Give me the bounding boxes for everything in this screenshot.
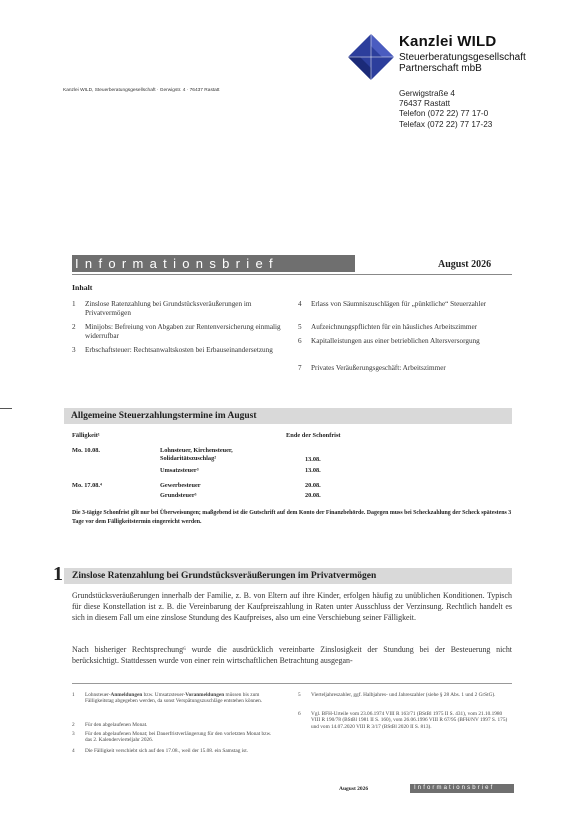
footnote [72,722,272,728]
toc-heading: Inhalt [72,283,93,292]
column-header-grace-end: Ende der Schonfrist [286,432,341,439]
grace-end-date: 13.08. [305,456,321,463]
grace-end-date: 20.08. [305,482,321,489]
grace-end-date: 20.08. [305,492,321,499]
footer-date: August 2026 [339,786,369,792]
footnote-text: Für den abgelaufenen Monat. [85,722,148,728]
footnote-text: Vgl. BFH-Urteile vom 23.06.1974 VIII R 163/71 (BStBl 1975 II S. 431), vom 21.10.1980 VIII R 190/78 (BStBl 1981 II S. 160), vom 26.06.1996 VIII R 67/95 (BFH/NV 1997 S. 175) und vom 14.07.2020 VIII R 3/17 (BStBl 2020 II S. 813). [311,711,508,730]
footnote-text: Vierteljahreszahler, ggf. Halbjahres- und Jahreszahler (siehe § 28 Abs. 1 und 2 GrStG). [311,692,496,698]
tax-name: Gewerbesteuer [160,482,201,489]
toc-item [72,323,282,341]
company-subtitle-line1: Steuerberatungsgesellschaft [399,52,526,63]
address-fax: Telefax (072 22) 77 17-23 [399,119,493,129]
fold-mark [0,408,12,409]
divider [72,274,512,275]
due-date: Mo. 10.08. [72,447,100,454]
section-title: Zinslose Ratenzahlung bei Grundstücksveräußerungen im Privatvermögen [72,571,377,581]
footnote-text: Für den abgelaufenen Monat; bei Dauerfristverlängerung für den vorletzten Monat bzw. das 2. Kalendervierteljahr 2026. [85,731,272,744]
banner-title: Informationsbrief [75,256,279,271]
toc-item-text: Erlass von Säumniszuschlägen für „pünktliche“ Steuerzahler [311,300,487,308]
column-header-due: Fälligkeit¹ [72,432,100,439]
footnote-text: Die Fälligkeit verschiebt sich auf den 17.08., weil der 15.08. ein Samstag ist. [85,748,248,754]
tax-name: Umsatzsteuer³ [160,467,199,474]
address-city: 76437 Rastatt [399,99,450,109]
footnote-number: 2 [72,722,75,728]
footnote-number: 4 [72,748,75,754]
footnote-number: 6 [298,711,301,717]
section-paragraph: Nach bisheriger Rechtsprechung⁶ wurde die ausdrücklich vereinbarte Zinslosigkeit der Stundung bei der Besteuerung nicht berücksichtigt. Stattdessen wurde von einer rein wirtschaftlichen Betrachtung ausgegan- [72,645,512,665]
section-paragraph: Grundstücksveräußerungen innerhalb der Familie, z. B. von Eltern auf ihre Kinder, erfolgen häufig zu unüblichen Konditionen. Typisch für diese Konstellation ist z. B. die Vereinbarung der Kaufpreiszahlung in Raten unter Ausschluss der Verzinsung. Rechtlich handelt es sich in diesem Fall um eine zinslose Stundung des Kaufpreises, also um eine Verschiebung seiner Fälligkeit. [72,591,512,622]
footnote [298,692,512,698]
company-name: Kanzlei WILD [399,33,497,50]
tax-name: Grundsteuer⁵ [160,492,197,499]
footnote-number: 1 [72,692,75,698]
tax-name-line: Solidaritätszuschlag² [160,454,217,462]
toc-item-number: 7 [298,364,302,372]
toc-item-number: 4 [298,300,302,308]
footnote [72,692,272,705]
tax-name [160,447,233,462]
toc-item-text: Zinslose Ratenzahlung bei Grundstücksveräußerungen im Privatvermögen [85,300,252,317]
address-street: Gerwigstraße 4 [399,89,455,98]
document-banner [72,255,355,272]
toc-item [298,337,512,346]
toc-item-number: 5 [298,323,302,331]
footnote [298,711,512,730]
toc-item-text: Minijobs: Befreiung von Abgaben zur Rentenversicherung einmalig widerrufbar [85,323,281,340]
tax-dates-title: Allgemeine Steuerzahlungstermine im August [71,411,257,421]
section-number: 1 [53,563,63,585]
footer-label: Informationsbrief [414,785,495,791]
toc-item-number: 6 [298,337,302,345]
toc-item-text: Kapitalleistungen aus einer betrieblichen Altersversorgung [311,337,480,345]
toc-item-text: Privates Veräußerungsgeschäft: Arbeitszimmer [311,364,446,372]
company-address [399,89,492,130]
tax-dates-heading-bar [64,408,512,424]
footnote-number: 5 [298,692,301,698]
grace-period-note: Die 3-tägige Schonfrist gilt nur bei Überweisungen; maßgebend ist die Gutschrift auf dem Konto der Finanzbehörde. Dagegen muss bei Scheckzahlung der Scheck spätestens 3 Tage vor dem Fälligkeitstermin eingereicht werden. [72,510,512,525]
toc-item [298,323,512,332]
toc-item [72,300,282,318]
toc-item-number: 3 [72,346,76,354]
due-date: Mo. 17.08.⁴ [72,482,102,489]
footer-banner [410,784,514,793]
tax-name-line: Lohnsteuer, Kirchensteuer, [160,447,233,454]
footnote-text: Lohnsteuer-Anmeldungen bzw. Umsatzsteuer-Voranmeldungen müssen bis zum Fälligkeitstag abgegeben werden, da sonst Verspätungszuschläge entstehen können. [85,692,263,705]
sender-line: Kanzlei WILD, Steuerberatungsgesellschaft · Gerwigstr. 4 · 76437 Rastatt [63,88,220,93]
toc-item-text: Aufzeichnungspflichten für ein häusliches Arbeitszimmer [311,323,478,331]
company-subtitle [399,52,526,74]
issue-date: August 2026 [438,259,492,270]
toc-item-text: Erbschaftsteuer: Rechtsanwaltskosten bei Erbauseinandersetzung [85,346,273,354]
toc-item [72,346,282,355]
toc-item-number: 2 [72,323,76,331]
footnote-number: 3 [72,731,75,737]
footnote [72,731,272,744]
grace-end-date: 13.08. [305,467,321,474]
address-phone: Telefon (072 22) 77 17-0 [399,109,489,119]
kanzlei-logo-icon [348,34,394,80]
toc-item [298,300,512,309]
toc-item [298,364,512,373]
toc-item-number: 1 [72,300,76,308]
company-subtitle-line2: Partnerschaft mbB [399,63,482,74]
footnote-rule [72,683,512,684]
footnote [72,748,272,754]
